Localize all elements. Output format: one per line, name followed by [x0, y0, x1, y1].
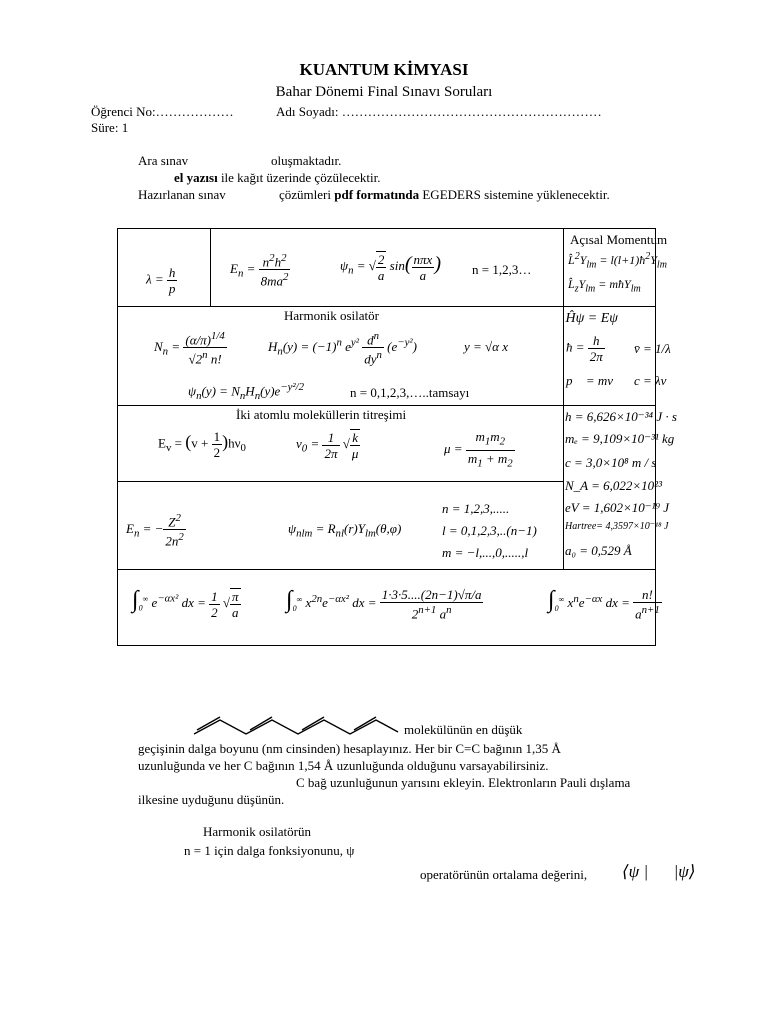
hydrogen-energy: $E_n$ = − $\frac{Z^2}{2n^2}$ — [126, 512, 184, 549]
y-definition: y = √α x — [464, 339, 509, 354]
exam-duration: Süre: 1 — [91, 120, 129, 135]
question-1-line-5: ilkesine uyduğunu düşünün. — [138, 792, 285, 807]
angular-momentum-title: Açısal Momentum — [570, 232, 668, 247]
divider — [210, 229, 211, 306]
electron-mass: mₑ = 9,109×10⁻³¹ kg — [565, 431, 675, 446]
question-2-line-2: n = 1 için dalga fonksiyonunu, ψ — [184, 843, 355, 858]
oscillator-n-range: n = 0,1,2,3,…..tamsayı — [350, 385, 470, 400]
intro-line-2 — [174, 170, 380, 186]
gaussian-integral: $\int_0^\infty$ $e^{-\alpha x^2}$ dx = $\frac{1}{2}$ √ $\frac{\pi}{a}$ — [132, 587, 239, 621]
question-1-line-1: molekülünün en düşük — [404, 722, 523, 737]
electron-volt: eV = 1,602×10⁻¹⁹ J — [565, 500, 670, 515]
student-number-field: Öğrenci No:……………… — [91, 104, 234, 119]
expectation-value-bracket: ⟨ψ | |ψ⟩ — [622, 862, 696, 881]
vibrational-energy: $E_v = (v$ + $\frac{1}{2}$ )$h\nu_0$ — [158, 429, 246, 460]
student-name-field: Adı Soyadı: …………………………………………………… — [276, 104, 602, 119]
diatomic-vibration-title: İki atomlu moleküllerin titreşimi — [236, 407, 407, 422]
momentum-definition: p⃗ = mv⃗ — [566, 373, 624, 388]
hbar-definition: ħ = $\frac{h}{2\pi}$ — [566, 333, 603, 364]
reduced-mass: μ = $\frac{m_1m_2}{m_1 + m_2}$ — [444, 429, 513, 470]
hartree-value: = 4,3597×10⁻¹⁸ J — [596, 521, 669, 532]
vibrational-frequency: $\nu_0$ = $\frac{1}{2\pi}$ √ $\frac{k}{\mu}$ — [296, 429, 359, 461]
gaussian-moment-integral: $\int_0^\infty$ $x^{2n}e^{-\alpha x^2}$ dx = $\frac{1\cdot 3\cdot 5....(2n-1)√\pi/a}{2^{n+1} a^n}$ — [286, 587, 482, 622]
intro-line-1a: Ara sınav — [138, 153, 189, 168]
quantum-number-range: n = 1,2,3… — [472, 262, 532, 277]
question-2-line-1: Harmonik osilatörün — [203, 824, 311, 839]
formula-sheet — [117, 228, 677, 646]
oscillator-wavefunction: $\psi_n(y) = N_nH_n(y)e^{-y^2/2}$ — [188, 381, 305, 402]
intro-bold-pdf: pdf formatında — [334, 187, 420, 202]
divider — [118, 306, 655, 307]
divider — [118, 405, 563, 406]
planck-constant: h = 6,626×10⁻³⁴ J · s — [565, 409, 677, 424]
question-1-line-4: C bağ uzunluğunun yarısını ekleyin. Elektronların Pauli dışlama — [296, 775, 631, 790]
intro-line-3-rest: EGEDERS sistemine yüklenecektir. — [419, 187, 610, 202]
bohr-radius: a₀ = 0,529 Å — [565, 543, 632, 558]
particle-box-wavefunction: $\psi_n$ = √ $\frac{2}{a}$ sin( $\frac{\text{nπx}}{a}$ ) — [340, 251, 441, 283]
particle-box-energy: $E_n$ = $\frac{n^2h^2}{8ma^2}$ — [230, 252, 289, 289]
intro-line-1b: oluşmaktadır. — [271, 153, 342, 168]
wavenumber-definition: v̄ = 1/λ — [634, 341, 671, 356]
lz-eigen: $L̂_zY_{lm}$ = mħY$_{lm}$ — [568, 277, 641, 295]
question-1-line-2: geçişinin dalga boyunu (nm cinsinden) hesaplayınız. Her bir C=C bağının 1,35 Å — [138, 741, 561, 756]
de-broglie-formula: λ = $\frac{h}{p}$ — [146, 265, 176, 296]
hermite-polynomial: $H_n(y) = (-1)^n$ $e^{y^2}$ $\frac{d^n}{dy^n}$ $(e^{-y^2})$ — [268, 330, 417, 367]
intro-line-2-rest: ile kağıt üzerinde çözülecektir. — [217, 170, 381, 185]
l-squared-eigen: $L̂^2Y_{lm}$ = $l(l+1)ħ^2Y_{lm}$ — [568, 251, 667, 271]
intro-bold-handwriting: el yazısı — [174, 170, 218, 185]
intro-line-3 — [279, 187, 610, 203]
speed-of-light: c = 3,0×10⁸ m / s — [565, 455, 657, 470]
question-2-line-3: operatörünün ortalama değerini, — [420, 867, 588, 882]
schrodinger-operator: Ĥψ = Eψ — [562, 311, 618, 326]
normalization-constant: $N_n$ = $\frac{(\alpha/\pi)^{1/4}}{√2^n n!}$ — [154, 330, 225, 367]
hartree-label: Hartree — [565, 521, 597, 532]
exponential-moment-integral: $\int_0^\infty$ $x^ne^{-\alpha x}$ dx = $\frac{n!}{a^{n+1}}$ — [548, 587, 660, 622]
polyene-molecule-diagram — [192, 706, 400, 736]
avogadro-number: N_A = 6,022×10²³ — [565, 478, 662, 493]
page-title: KUANTUM KİMYASI — [299, 60, 469, 79]
hartree-energy — [565, 521, 668, 532]
question-1-line-3: uzunluğunda ve her C bağının 1,54 Å uzunluğunda olduğunu varsayabilirsiniz. — [138, 758, 549, 773]
intro-line-3b: çözümleri — [279, 187, 335, 202]
page-subtitle: Bahar Dönemi Final Sınavı Soruları — [275, 84, 493, 100]
hydrogen-m-range: m = −l,...,0,.....,l — [442, 545, 529, 560]
divider — [118, 569, 655, 570]
wave-speed-definition: c = λν — [634, 373, 667, 388]
divider — [118, 481, 563, 482]
hydrogen-l-range: l = 0,1,2,3,..(n−1) — [442, 523, 537, 538]
intro-line-3a: Hazırlanan sınav — [138, 187, 226, 202]
hydrogen-wavefunction: $\psi_{nlm} = R_{nl}(r)Y_{lm}(\theta,\varphi)$ — [288, 521, 402, 540]
hydrogen-n-range: n = 1,2,3,..... — [442, 501, 510, 516]
divider — [563, 405, 655, 406]
harmonic-oscillator-title: Harmonik osilatör — [284, 308, 379, 323]
divider — [563, 229, 564, 569]
